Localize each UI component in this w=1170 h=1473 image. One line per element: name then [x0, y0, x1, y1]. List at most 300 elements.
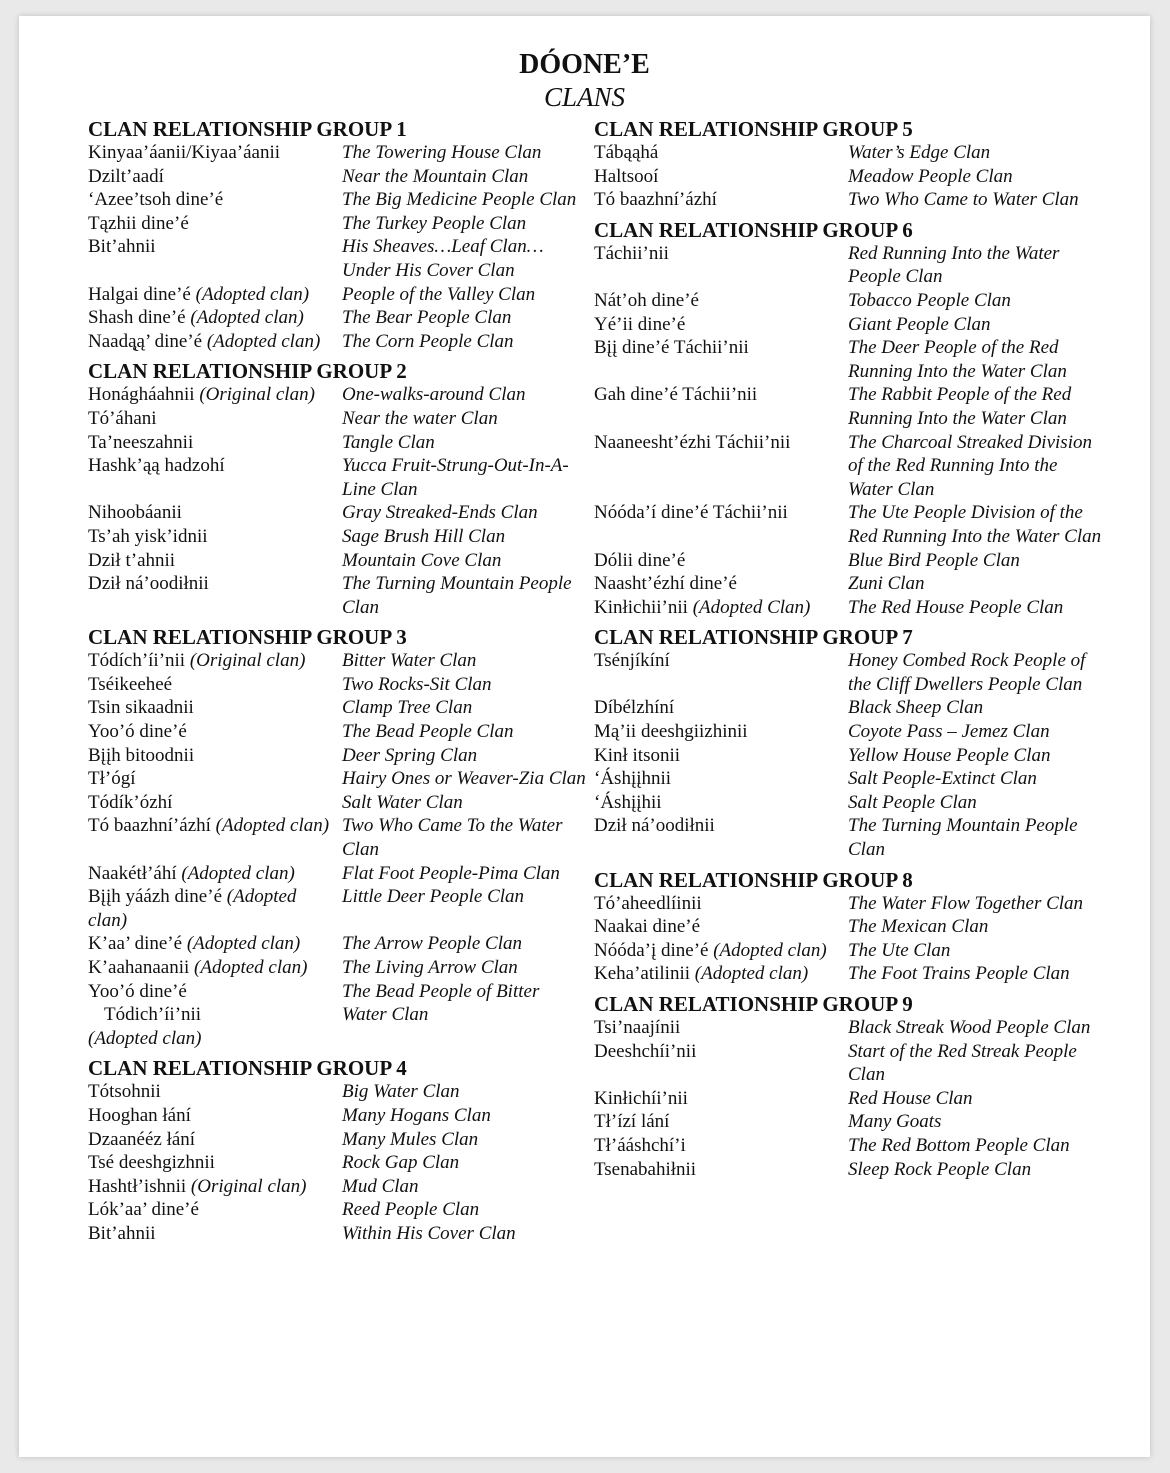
clan-row: [594, 892, 1104, 916]
clan-row: [594, 696, 1104, 720]
clan-native-name: [594, 767, 848, 791]
native-name-text: Hooghan łání: [88, 1104, 191, 1126]
clan-native-name: [88, 673, 342, 697]
clan-row: [594, 188, 1104, 212]
clan-row: [594, 431, 1104, 502]
clan-row: [88, 932, 588, 956]
clan-native-name: [88, 141, 342, 165]
clan-native-name: [594, 1016, 848, 1040]
clan-english-name: Black Streak Wood People Clan: [848, 1017, 1091, 1038]
clan-native-name: [88, 306, 342, 330]
native-name-text: Naasht’ézhí dine’é: [594, 573, 737, 595]
clan-native-name: [88, 1104, 342, 1128]
native-name-text: Tązhii dine’é: [88, 212, 189, 234]
clan-row: [88, 549, 588, 573]
native-name-text: Honágháahnii: [88, 384, 195, 406]
native-name-text: Bit’ahnii: [88, 236, 156, 258]
clan-english-name: Red Running Into the Water People Clan: [848, 242, 1060, 288]
clan-english-name: Big Water Clan: [342, 1081, 460, 1103]
clan-row: [88, 767, 588, 791]
clan-row: [594, 1110, 1104, 1134]
clan-row: [594, 141, 1104, 165]
clan-note: (Adopted clan): [88, 886, 297, 931]
clan-row: [594, 572, 1104, 596]
clan-row: [594, 289, 1104, 313]
clan-english-name: Tangle Clan: [342, 431, 435, 453]
clan-english-name: Bitter Water Clan: [342, 650, 477, 672]
clan-note: (Adopted clan): [215, 815, 330, 837]
native-name-text: Tsi’naajínii: [594, 1017, 681, 1038]
clan-english-name: Little Deer People Clan: [342, 886, 525, 908]
clan-native-name: [594, 501, 848, 548]
native-name-text: Hashtł’ishnii: [88, 1175, 187, 1197]
clan-row: [594, 939, 1104, 963]
native-name-text: Tó’áhani: [88, 407, 157, 429]
clan-row: [88, 235, 588, 282]
clan-native-name: [88, 383, 342, 407]
clan-row: [88, 696, 588, 720]
clan-native-name: [88, 1222, 342, 1246]
clan-note: (Adopted clan): [186, 933, 301, 955]
group-heading: CLAN RELATIONSHIP GROUP 5: [594, 117, 913, 141]
clan-english-name: One-walks-around Clan: [342, 384, 526, 406]
document-page: [19, 16, 1150, 1457]
clan-row: [88, 862, 588, 886]
clan-native-name: [88, 1198, 342, 1222]
native-name-text: Tł’ízí lání: [594, 1111, 670, 1133]
native-name-text: Naaneesht’ézhi Táchii’nii: [594, 431, 791, 453]
clan-native-name: [88, 956, 342, 980]
native-name-text: Shash dine’é: [88, 307, 186, 329]
native-name-text: Tsenabahiłnii: [594, 1158, 697, 1180]
clan-row: [88, 744, 588, 768]
native-name-text: Tó baazhní’ázhí: [88, 815, 211, 837]
clan-native-name: [594, 1134, 848, 1158]
clan-english-name: Water’s Edge Clan: [848, 142, 991, 163]
clan-english-name: Rock Gap Clan: [342, 1152, 460, 1174]
clan-row: [88, 814, 588, 861]
clan-row: [88, 407, 588, 431]
clan-english-name: The Turkey People Clan: [342, 212, 527, 234]
clan-native-name: [88, 454, 342, 501]
clan-native-name: [88, 862, 342, 886]
clan-native-name: [594, 720, 848, 744]
clan-row: [594, 744, 1104, 768]
clan-native-name: [594, 814, 848, 861]
clan-native-name: [594, 313, 848, 337]
native-name-text: Tódích’íi’nii: [88, 650, 186, 672]
clan-english-name: The Towering House Clan: [342, 142, 542, 163]
clan-row: [594, 242, 1104, 289]
clan-native-name: [594, 791, 848, 815]
native-name-text: Naakai dine’é: [594, 916, 701, 938]
group-heading: CLAN RELATIONSHIP GROUP 2: [88, 359, 407, 384]
clan-native-name: [88, 501, 342, 525]
clan-note: (Original clan): [190, 1175, 307, 1197]
clan-row: [88, 454, 588, 501]
clan-english-name: Many Goats: [848, 1111, 942, 1133]
clan-english-name: Blue Bird People Clan: [848, 549, 1020, 571]
native-name-text: ‘Áshįįhnii: [594, 768, 672, 790]
clan-english-name: Gray Streaked-Ends Clan: [342, 502, 538, 524]
clan-native-name: [594, 336, 848, 383]
native-name-text: K’aahanaanii: [88, 957, 190, 978]
clan-row: [594, 962, 1104, 986]
native-name-text: Halgai dine’é: [88, 283, 191, 305]
native-name-text: Ta’neeszahnii: [88, 431, 194, 453]
clan-english-name: The Mexican Clan: [848, 916, 989, 938]
native-name-text: Tsé deeshgizhnii: [88, 1152, 215, 1174]
clan-row: [594, 383, 1104, 430]
clan-row: [88, 1175, 588, 1199]
right-column: [594, 117, 1104, 1187]
clan-english-name: The Bead People Clan: [342, 721, 514, 743]
clan-row: [594, 767, 1104, 791]
clan-row: [88, 330, 588, 354]
native-name-text: Dzaanééz łání: [88, 1128, 196, 1150]
clan-group: [594, 218, 1104, 620]
clan-english-name: Mud Clan: [342, 1175, 419, 1197]
clan-english-name: The Turning Mountain People Clan: [342, 573, 572, 618]
native-name-text: Yoo’ó dine’é: [88, 980, 187, 1002]
native-name-text: Nóóda’í dine’é Táchii’nii: [594, 502, 788, 524]
clan-native-name: [88, 696, 342, 720]
clan-english-name: The Corn People Clan: [342, 330, 514, 352]
clan-row: [88, 188, 588, 212]
native-name-text: Dził t’ahnii: [88, 549, 176, 571]
clan-english-name: The Ute People Division of the Red Running Into the Water Clan: [848, 502, 1102, 547]
clan-native-name: [88, 1080, 342, 1104]
group-heading: CLAN RELATIONSHIP GROUP 6: [594, 217, 913, 242]
native-name-text: Bįį dine’é Táchii’nii: [594, 337, 749, 359]
native-name-text: Kinłichíi’nii: [594, 1087, 688, 1109]
clan-group: [594, 625, 1104, 861]
clan-row: [594, 915, 1104, 939]
clan-native-name: [594, 962, 848, 986]
clan-native-name: [88, 165, 342, 189]
clan-english-name: Giant People Clan: [848, 313, 991, 335]
clan-english-name: Two Who Came to Water Clan: [848, 189, 1079, 211]
clan-english-name: Near the Mountain Clan: [342, 165, 529, 187]
clan-english-name: People of the Valley Clan: [342, 283, 536, 305]
group-heading: CLAN RELATIONSHIP GROUP 3: [88, 625, 407, 650]
native-name-text: Dzilt’aadí: [88, 165, 164, 187]
clan-row: [594, 791, 1104, 815]
page-subtitle: CLANS: [543, 82, 626, 112]
clan-english-name: Many Mules Clan: [342, 1128, 479, 1150]
group-heading: CLAN RELATIONSHIP GROUP 1: [88, 117, 407, 141]
native-name-text-2: Tódich’íi’nii: [104, 1004, 202, 1026]
clan-note: (Adopted clan): [206, 330, 321, 352]
clan-native-name: [88, 814, 342, 861]
native-name-text: Tódík’ózhí: [88, 791, 173, 813]
clan-row: [88, 791, 588, 815]
clan-native-name: [594, 165, 848, 189]
clan-english-name: Red House Clan: [848, 1087, 973, 1109]
clan-row: [88, 572, 588, 619]
native-name-text: Ts’ah yisk’idnii: [88, 525, 208, 547]
clan-row: [594, 1134, 1104, 1158]
group-heading: CLAN RELATIONSHIP GROUP 4: [88, 1056, 407, 1081]
page-title: DÓONE’E: [519, 49, 650, 80]
native-name-text: Haltsooí: [594, 165, 659, 187]
clan-row: [88, 956, 588, 980]
clan-english-name: The Arrow People Clan: [342, 933, 522, 955]
clan-row: [594, 1040, 1104, 1087]
clan-native-name: [594, 431, 848, 502]
clan-native-name: [594, 188, 848, 212]
native-name-text: Gah dine’é Táchii’nii: [594, 384, 758, 406]
clan-english-name: Sleep Rock People Clan: [848, 1158, 1032, 1180]
clan-english-name: The Big Medicine People Clan: [342, 189, 577, 211]
native-name-text: Kinłichii’nii: [594, 596, 688, 618]
clan-native-name: [88, 407, 342, 431]
clan-english-name: Sage Brush Hill Clan: [342, 525, 506, 547]
clan-native-name: [594, 1040, 848, 1087]
clan-native-name: [594, 915, 848, 939]
clan-english-name: The Red Bottom People Clan: [848, 1134, 1070, 1156]
clan-native-name: [594, 696, 848, 720]
clan-native-name: [88, 431, 342, 455]
clan-row: [88, 1128, 588, 1152]
clan-row: [88, 383, 588, 407]
clan-native-name: [88, 525, 342, 549]
clan-english-name: The Living Arrow Clan: [342, 957, 518, 978]
clan-english-name: Black Sheep Clan: [848, 697, 984, 719]
clan-english-name: The Turning Mountain People Clan: [848, 815, 1078, 861]
clan-row: [594, 313, 1104, 337]
native-name-text: Díbélzhíní: [594, 697, 675, 719]
clan-native-name: [594, 1087, 848, 1111]
native-name-text: Lók’aa’ dine’é: [88, 1199, 199, 1221]
clan-native-name: [594, 596, 848, 620]
native-name-text: Mą’ii deeshgiizhinii: [594, 721, 748, 743]
native-name-text: Tséikeeheé: [88, 673, 173, 695]
clan-group: [88, 117, 588, 353]
clan-native-name: [88, 980, 342, 1051]
clan-native-name: [88, 767, 342, 791]
native-name-text: Bit’ahnii: [88, 1222, 156, 1244]
clan-native-name: [88, 188, 342, 212]
clan-group: [594, 868, 1104, 986]
clan-native-name: [88, 283, 342, 307]
clan-english-name: Within His Cover Clan: [342, 1222, 516, 1244]
native-name-text: Yoo’ó dine’é: [88, 721, 187, 743]
clan-english-name: Mountain Cove Clan: [342, 549, 502, 571]
clan-group: [88, 1056, 588, 1245]
clan-row: [594, 1016, 1104, 1040]
clan-native-name: [88, 885, 342, 932]
clan-english-name: Meadow People Clan: [848, 165, 1013, 187]
native-name-text: Tł’ógí: [88, 768, 136, 790]
clan-english-name: Two Rocks-Sit Clan: [342, 673, 492, 695]
clan-native-name: [594, 242, 848, 289]
clan-row: [88, 980, 588, 1051]
clan-english-name: The Red House People Clan: [848, 596, 1064, 618]
native-name-text: Dził ná’oodiłnii: [594, 815, 715, 837]
clan-native-name: [594, 572, 848, 596]
clan-native-name: [88, 649, 342, 673]
native-name-text: Tł’ááshchí’i: [594, 1134, 686, 1156]
native-name-text: K’aa’ dine’é: [88, 933, 183, 955]
clan-english-name: Flat Foot People-Pima Clan: [342, 862, 560, 884]
native-name-text: ‘Áshįįhii: [594, 791, 662, 813]
clan-native-name: [88, 330, 342, 354]
clan-row: [88, 431, 588, 455]
clan-group: [88, 625, 588, 1050]
clan-row: [88, 1222, 588, 1246]
clan-english-name: Salt People Clan: [848, 791, 977, 813]
native-name-text: ‘Azee’tsoh dine’é: [88, 189, 224, 211]
clan-english-name: The Deer People of the Red Running Into the Water Clan: [848, 337, 1067, 382]
native-name-text: Yé’ii dine’é: [594, 313, 686, 335]
clan-english-name: Yellow House People Clan: [848, 744, 1051, 766]
clan-english-name: Deer Spring Clan: [342, 744, 478, 766]
clan-row: [88, 673, 588, 697]
clan-note: (Adopted clan): [713, 939, 827, 961]
clan-english-name: Yucca Fruit-Strung-Out-In-A-Line Clan: [342, 455, 569, 500]
native-name-text: Tó baazhní’ázhí: [594, 189, 717, 211]
group-heading: CLAN RELATIONSHIP GROUP 8: [594, 867, 913, 892]
clan-row: [594, 336, 1104, 383]
clan-group: [88, 359, 588, 619]
native-name-text: Nóóda’į dine’é: [594, 939, 709, 961]
clan-row: [594, 720, 1104, 744]
group-heading: CLAN RELATIONSHIP GROUP 9: [594, 992, 913, 1016]
native-name-text: Dólii dine’é: [594, 549, 686, 571]
clan-note: (Adopted clan): [190, 307, 304, 329]
clan-english-name: Salt People-Extinct Clan: [848, 768, 1037, 790]
clan-native-name: [594, 649, 848, 696]
clan-english-name: The Rabbit People of the Red Running Into the Water Clan: [848, 384, 1072, 429]
clan-english-name: The Ute Clan: [848, 939, 951, 961]
native-name-text: Naadą̨ą’ dine’é: [88, 330, 203, 352]
clan-row: [88, 885, 588, 932]
left-column: [88, 117, 588, 1252]
clan-group: [594, 117, 1104, 212]
clan-row: [594, 596, 1104, 620]
clan-note: (Original clan): [189, 650, 306, 672]
native-name-text: Tótsohnii: [88, 1081, 161, 1103]
native-name-text: Naakétł’áhí: [88, 862, 177, 884]
clan-row: [88, 525, 588, 549]
clan-native-name: [594, 549, 848, 573]
clan-row: [88, 1151, 588, 1175]
clan-note: (Adopted clan): [195, 283, 310, 305]
clan-native-name: [88, 572, 342, 619]
clan-row: [88, 141, 588, 165]
clan-english-name: Two Who Came To the Water Clan: [342, 815, 563, 861]
clan-native-name: [88, 235, 342, 282]
native-name-text: Tsin sikaadnii: [88, 697, 194, 719]
clan-row: [594, 1087, 1104, 1111]
clan-native-name: [594, 289, 848, 313]
clan-row: [88, 306, 588, 330]
native-name-text: Hashk’ąą hadzohí: [88, 455, 225, 477]
clan-native-name: [594, 383, 848, 430]
clan-english-name: Coyote Pass – Jemez Clan: [848, 721, 1050, 743]
group-heading: CLAN RELATIONSHIP GROUP 7: [594, 625, 913, 650]
clan-native-name: [88, 212, 342, 236]
native-name-text: Tsénjíkíní: [594, 650, 670, 672]
clan-row: [594, 549, 1104, 573]
clan-native-name: [594, 1110, 848, 1134]
clan-english-name: Many Hogans Clan: [342, 1104, 491, 1126]
native-name-text: Tábąąhá: [594, 142, 659, 163]
clan-row: [88, 165, 588, 189]
native-name-text: Keha’atilinii: [594, 963, 691, 985]
clan-row: [594, 1158, 1104, 1182]
clan-row: [88, 720, 588, 744]
native-name-text: Kinł itsonii: [594, 744, 681, 766]
clan-native-name: [88, 549, 342, 573]
clan-english-name: His Sheaves…Leaf Clan…Under His Cover Clan: [342, 236, 544, 281]
clan-note: (Adopted clan): [194, 957, 308, 978]
clan-row: [88, 1104, 588, 1128]
clan-native-name: [88, 744, 342, 768]
clan-english-name: The Bear People Clan: [342, 307, 512, 329]
clan-native-name: [594, 892, 848, 916]
native-name-text: Kinyaa’áanii/Kiyaa’áanii: [88, 142, 281, 163]
native-name-text: Dził ná’oodiłnii: [88, 573, 209, 595]
clan-row: [88, 1198, 588, 1222]
clan-row: [88, 649, 588, 673]
clan-note: (Adopted clan): [88, 1027, 202, 1049]
clan-english-name: Clamp Tree Clan: [342, 697, 473, 719]
clan-row: [88, 1080, 588, 1104]
clan-native-name: [594, 939, 848, 963]
clan-row: [594, 501, 1104, 548]
clan-english-name: Salt Water Clan: [342, 791, 463, 813]
clan-english-name: Zuni Clan: [848, 573, 925, 595]
native-name-text: Táchii’nii: [594, 242, 669, 264]
clan-native-name: [88, 1128, 342, 1152]
clan-native-name: [88, 1175, 342, 1199]
clan-english-name: Near the water Clan: [342, 407, 498, 429]
clan-english-name: The Bead People of Bitter Water Clan: [342, 980, 540, 1026]
clan-english-name: Start of the Red Streak People Clan: [848, 1040, 1077, 1086]
clan-note: (Original clan): [199, 384, 315, 406]
clan-english-name: Tobacco People Clan: [848, 289, 1011, 311]
clan-native-name: [88, 1151, 342, 1175]
clan-native-name: [594, 744, 848, 768]
clan-row: [594, 814, 1104, 861]
clan-english-name: The Charcoal Streaked Division of the Red Running Into the Water Clan: [848, 431, 1092, 500]
native-name-text: Bįįh bitoodnii: [88, 744, 195, 766]
clan-row: [88, 501, 588, 525]
clan-row: [594, 649, 1104, 696]
clan-row: [88, 212, 588, 236]
clan-native-name: [88, 791, 342, 815]
clan-native-name: [88, 932, 342, 956]
clan-native-name: [594, 1158, 848, 1182]
clan-english-name: Hairy Ones or Weaver-Zia Clan: [342, 768, 586, 790]
native-name-text: Tó’aheedlíinii: [594, 892, 702, 914]
native-name-text: Deeshchíi’nii: [594, 1040, 697, 1062]
clan-group: [594, 992, 1104, 1181]
clan-english-name: The Water Flow Together Clan: [848, 892, 1084, 914]
native-name-text: Nát’oh dine’é: [594, 289, 699, 311]
clan-note: (Adopted Clan): [692, 596, 811, 618]
clan-note: (Adopted clan): [181, 862, 295, 884]
clan-english-name: Reed People Clan: [342, 1199, 480, 1221]
clan-native-name: [88, 720, 342, 744]
clan-note: (Adopted clan): [694, 963, 809, 985]
clan-row: [88, 283, 588, 307]
clan-row: [594, 165, 1104, 189]
clan-english-name: Honey Combed Rock People of the Cliff Dwellers People Clan: [848, 650, 1086, 695]
native-name-text: Nihoobáanii: [88, 502, 182, 524]
